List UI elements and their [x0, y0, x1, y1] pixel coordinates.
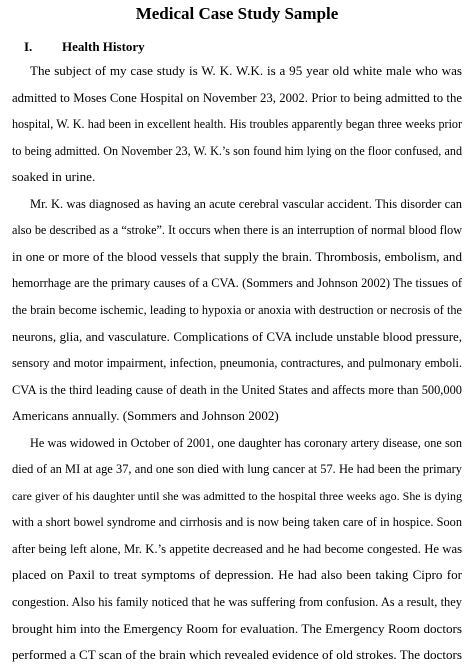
paragraph-3-line-7: congestion. Also his family noticed that he was suffering from confusion. As a result, they	[12, 594, 462, 609]
paragraph-3-line-3: care giver of his daughter until she was admitted to the hospital three weeks ago. She is dying	[12, 488, 462, 503]
paragraph-3-line-9: performed a CT scan of the brain which revealed evidence of old strokes. The doctors	[12, 647, 462, 662]
paragraph-2-line-9: Americans annually. (Sommers and Johnson 2002)	[12, 408, 279, 424]
paragraph-1-line-2: admitted to Moses Cone Hospital on November 23, 2002. Prior to being admitted to the	[12, 90, 462, 105]
section-number: I.	[24, 39, 33, 54]
paragraph-1-line-1: The subject of my case study is W. K. W.K. is a 95 year old white male who was	[30, 63, 462, 78]
paragraph-2-line-2: also be described as a “stroke”. It occurs when there is an interruption of normal blood flow	[12, 223, 462, 238]
section-heading: Health History	[62, 39, 145, 54]
paragraph-3-line-5: after being left alone, Mr. K.’s appetite decreased and he had become congested. He was	[12, 541, 462, 556]
paragraph-3-line-8: brought him into the Emergency Room for evaluation. The Emergency Room doctors	[12, 620, 462, 636]
paragraph-3-line-2: died of an MI at age 37, and one son died with lung cancer at 57. He had been the primary	[12, 462, 462, 477]
paragraph-1-line-4: to being admitted. On November 23, W. K.’s son found him lying on the floor confused, and	[12, 143, 462, 158]
paragraph-1-line-5: soaked in urine.	[12, 169, 96, 185]
paragraph-2-line-7: sensory and motor impairment, infection, pneumonia, contractures, and pulmonary emboli.	[12, 356, 462, 370]
paragraph-1-line-3: hospital, W. K. had been in excellent health. His troubles apparently began three weeks prior	[12, 117, 462, 132]
paragraph-2-line-8: CVA is the third leading cause of death in the United States and affects more than 500,000	[12, 382, 462, 397]
paragraph-2-line-1: Mr. K. was diagnosed as having an acute cerebral vascular accident. This disorder can	[30, 196, 462, 211]
paragraph-3-line-6: placed on Paxil to treat symptoms of depression. He had also been taking Cipro for	[12, 567, 462, 583]
paragraph-2-line-4: hemorrhage are the primary causes of a CVA. (Sommers and Johnson 2002) The tissues of	[12, 276, 462, 291]
paragraph-2-line-6: neurons, glia, and vasculature. Complications of CVA include unstable blood pressure,	[12, 328, 462, 344]
document-title: Medical Case Study Sample	[135, 4, 339, 23]
paragraph-3-line-1: He was widowed in October of 2001, one daughter has coronary artery disease, one son	[30, 435, 462, 450]
paragraph-3-line-4: with a short bowel syndrome and cirrhosis and is now being taken care of in hospice. Soon	[12, 515, 462, 530]
paragraph-2-line-5: the brain become ischemic, leading to hypoxia or anoxia with destruction or necrosis of the	[12, 302, 462, 317]
paragraph-2-line-3: in one or more of the blood vessels that supply the brain. Thrombosis, embolism, and	[12, 248, 462, 264]
